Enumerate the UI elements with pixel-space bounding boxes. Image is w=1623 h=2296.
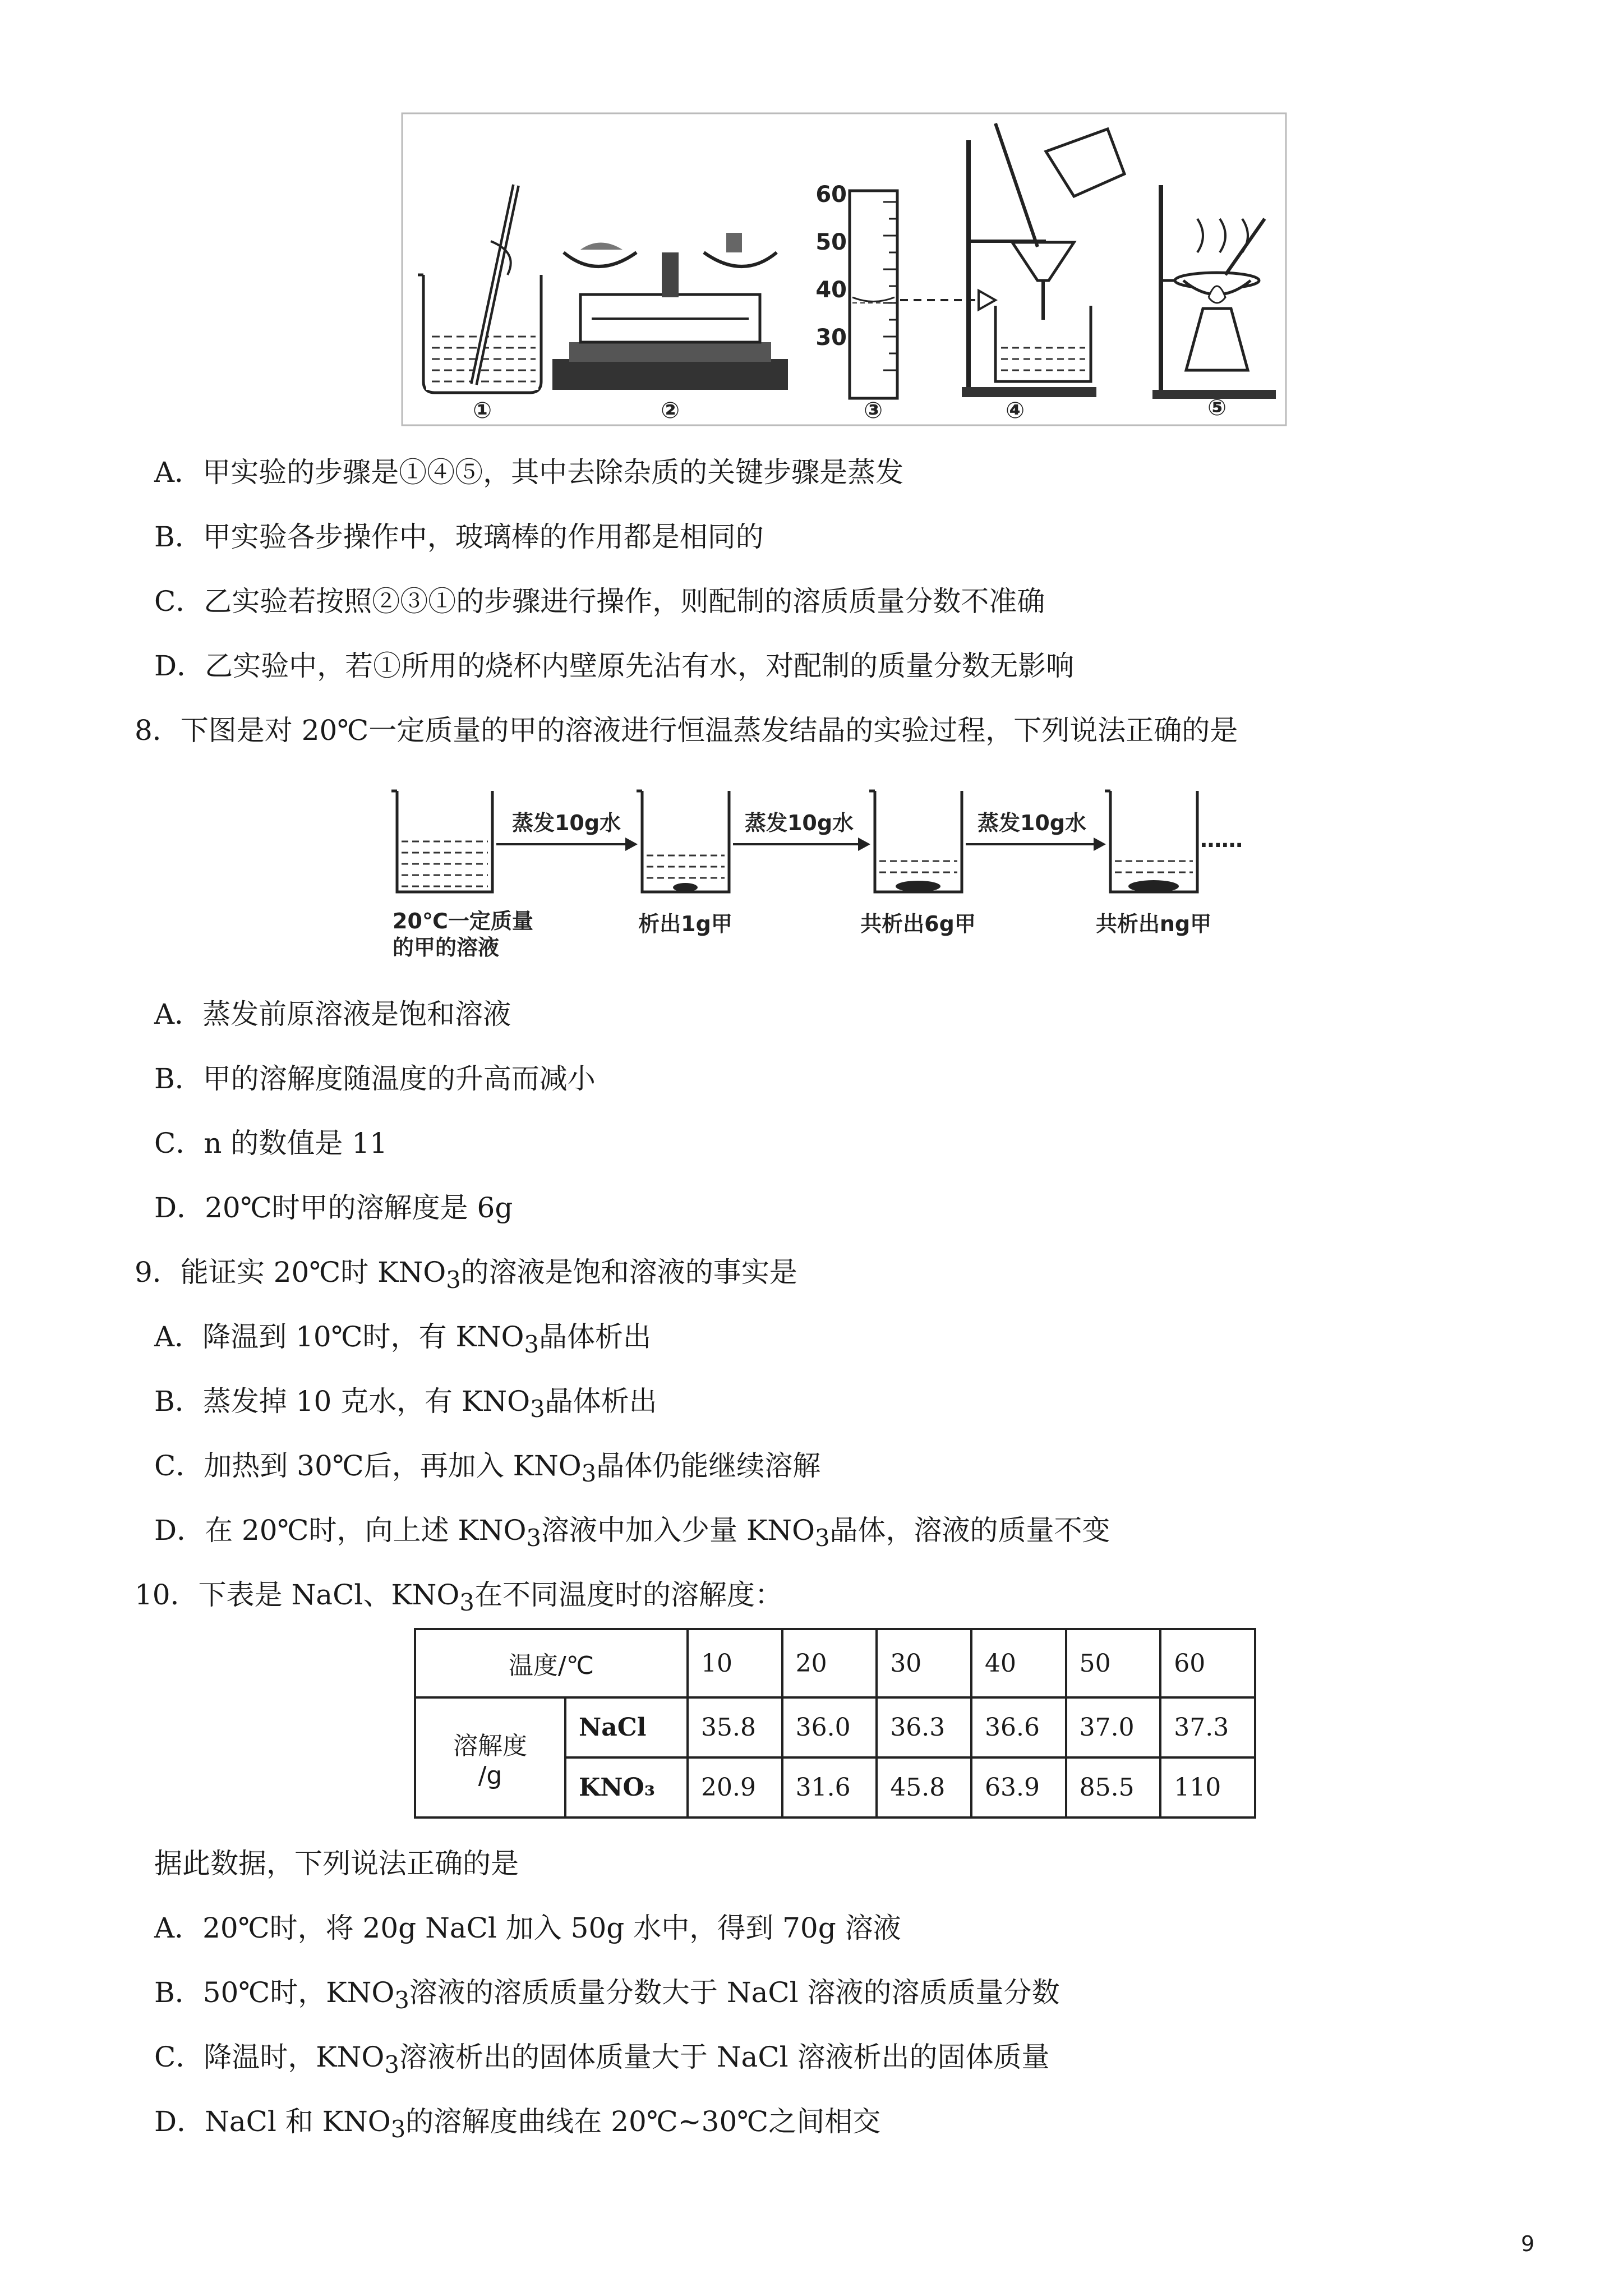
table-cell: 36.0: [782, 1697, 877, 1757]
table-cell: 37.3: [1160, 1697, 1255, 1757]
beaker-4: [1105, 791, 1197, 892]
arrow-label-3: 蒸发10g水: [977, 811, 1087, 835]
q9-option-d: D．在 20℃时，向上述 $KNO_3$溶液中加入少量 $KNO_3$晶体，溶液的质量不变: [154, 1514, 1110, 1552]
q7-option-c: C．乙实验若按照②③①的步骤进行操作，则配制的溶质质量分数不准确: [154, 585, 1045, 618]
apparatus-figure: [401, 112, 1287, 426]
q9-option-a: A．降温到 10℃时，有 $KNO_3$晶体析出: [154, 1320, 652, 1358]
table-temp-50: 50: [1066, 1629, 1161, 1697]
table-cell: 20.9: [688, 1757, 782, 1818]
balance: [552, 233, 788, 390]
table-temp-40: 40: [971, 1629, 1066, 1697]
apparatus-label-3: ③: [864, 398, 883, 424]
beaker-initial: [391, 791, 492, 892]
table-label-kno3: KNO₃: [565, 1757, 688, 1818]
table-temp-20: 20: [782, 1629, 877, 1697]
cylinder-tick-50: 50: [815, 229, 847, 255]
evaporation-setup: [1152, 185, 1276, 399]
table-cell: 36.6: [971, 1697, 1066, 1757]
beaker-2: [637, 791, 729, 892]
table-cell: 110: [1160, 1757, 1255, 1818]
q9-stem: 9．能证实 20℃时 $KNO_3$的溶液是饱和溶液的事实是: [135, 1256, 797, 1294]
table-temp-60: 60: [1160, 1629, 1255, 1697]
solubility-table: [414, 1628, 1256, 1819]
table-cell: 45.8: [877, 1757, 971, 1818]
table-row: [415, 1697, 1255, 1757]
table-cell: 31.6: [782, 1757, 877, 1818]
ellipsis: ……: [1200, 827, 1243, 852]
arrow-label-2: 蒸发10g水: [744, 811, 854, 835]
arrow-label-1: 蒸发10g水: [511, 811, 621, 835]
beaker-label-2: 析出1g甲: [638, 912, 732, 936]
cylinder-tick-40: 40: [815, 277, 847, 303]
beaker-label-initial-line1: 20℃一定质量: [393, 909, 533, 933]
evaporation-process-figure: [387, 780, 1262, 970]
q8-stem: 8．下图是对 20℃一定质量的甲的溶液进行恒温蒸发结晶的实验过程，下列说法正确的是: [135, 714, 1238, 747]
table-cell: 37.0: [1066, 1697, 1161, 1757]
q9-option-c: C．加热到 30℃后，再加入 $KNO_3$晶体仍能继续溶解: [154, 1450, 821, 1487]
beaker-3: [869, 791, 962, 892]
apparatus-label-5: ⑤: [1207, 395, 1227, 421]
q7-option-a: A．甲实验的步骤是①④⑤，其中去除杂质的关键步骤是蒸发: [154, 456, 904, 489]
apparatus-label-2: ②: [661, 398, 680, 424]
q10-option-a: A．20℃时，将 20g NaCl 加入 50g 水中，得到 70g 溶液: [154, 1912, 901, 1944]
table-cell: 63.9: [971, 1757, 1066, 1818]
q8-option-d: D．20℃时甲的溶解度是 6g: [154, 1191, 513, 1224]
q10-option-b: B．50℃时，$KNO_3$溶液的溶质质量分数大于 NaCl 溶液的溶质质量分数: [154, 1976, 1060, 2014]
q8-option-b: B．甲的溶解度随温度的升高而减小: [154, 1062, 596, 1095]
q7-option-d: D．乙实验中，若①所用的烧杯内壁原先沾有水，对配制的质量分数无影响: [154, 650, 1075, 682]
table-header-temperature: 温度/℃: [415, 1629, 688, 1697]
table-row: [415, 1629, 1255, 1697]
q10-lead: 据此数据，下列说法正确的是: [154, 1847, 519, 1880]
beaker-label-initial-line2: 的甲的溶液: [393, 935, 500, 960]
cylinder-tick-60: 60: [815, 182, 847, 208]
table-temp-10: 10: [688, 1629, 782, 1697]
q7-option-b: B．甲实验各步操作中，玻璃棒的作用都是相同的: [154, 521, 764, 553]
table-cell: 85.5: [1066, 1757, 1161, 1818]
q10-stem: 10．下表是 NaCl、$KNO_3$在不同温度时的溶解度：: [135, 1579, 783, 1616]
table-temp-30: 30: [877, 1629, 971, 1697]
q8-option-c: C．n 的数值是 11: [154, 1127, 388, 1159]
table-cell: 35.8: [688, 1697, 782, 1757]
q8-option-a: A．蒸发前原溶液是饱和溶液: [154, 998, 511, 1030]
beaker-label-4: 共析出ng甲: [1095, 912, 1212, 936]
table-row-label-solubility: 溶解度 /g: [415, 1697, 565, 1818]
apparatus-label-1: ①: [473, 398, 492, 424]
apparatus-label-4: ④: [1006, 398, 1025, 424]
q10-option-c: C．降温时，$KNO_3$溶液析出的固体质量大于 NaCl 溶液析出的固体质量: [154, 2041, 1050, 2078]
table-cell: 36.3: [877, 1697, 971, 1757]
page-number: 9: [1521, 2231, 1535, 2256]
q10-option-d: D．NaCl 和 $KNO_3$的溶解度曲线在 20℃~30℃之间相交: [154, 2105, 881, 2143]
beaker-stirring: [418, 185, 541, 393]
beaker-label-3: 共析出6g甲: [860, 912, 976, 936]
filtration-setup: [962, 123, 1124, 397]
q9-option-b: B．蒸发掉 10 克水，有 $KNO_3$晶体析出: [154, 1385, 657, 1423]
cylinder-tick-30: 30: [815, 325, 847, 351]
table-label-nacl: NaCl: [565, 1697, 688, 1757]
